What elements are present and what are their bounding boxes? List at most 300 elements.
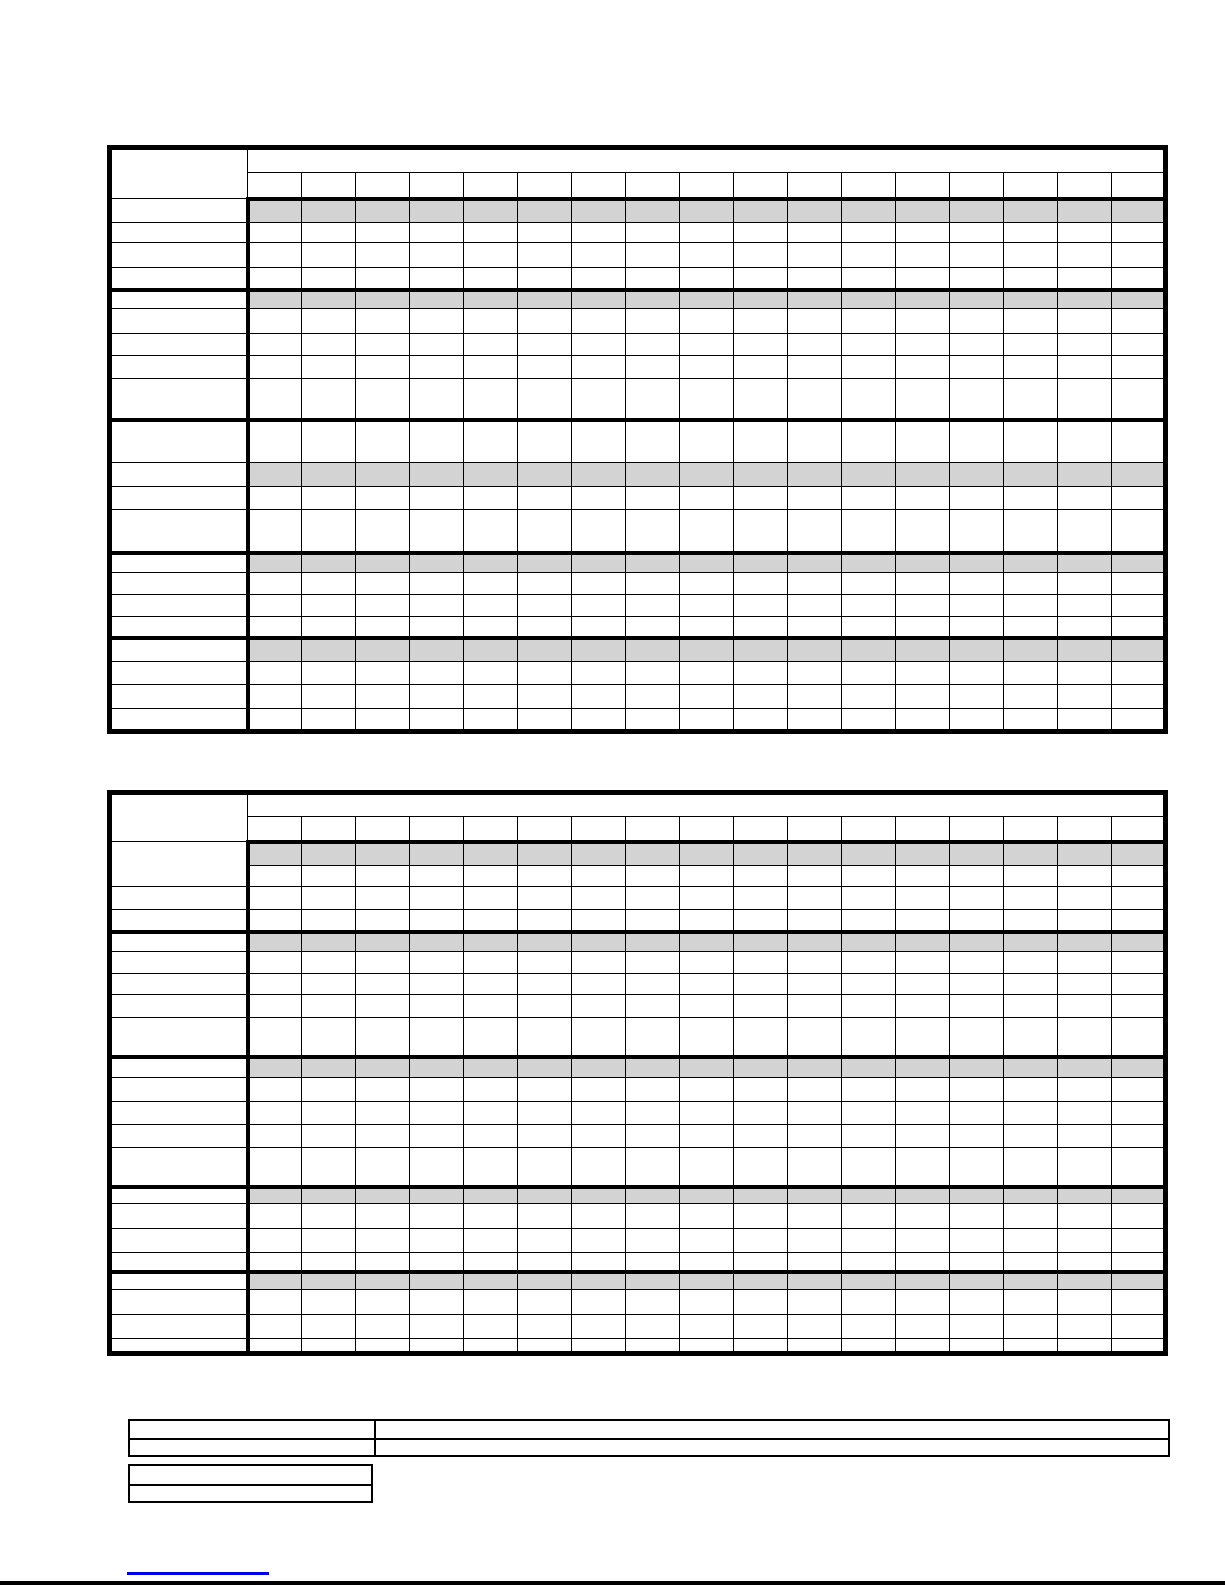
grid-cell	[896, 995, 950, 1018]
grid-cell	[896, 617, 950, 638]
row-header-cell	[110, 243, 248, 268]
grid-cell	[680, 1272, 734, 1290]
grid-cell	[302, 573, 356, 595]
column-header-cell	[842, 817, 896, 842]
grid-cell	[464, 553, 518, 573]
grid-cell	[572, 887, 626, 910]
grid-cell	[1058, 1102, 1112, 1125]
grid-cell	[464, 290, 518, 309]
footer-note-table	[128, 1464, 373, 1503]
row-header-cell	[110, 1229, 248, 1253]
grid-cell	[626, 553, 680, 573]
grid-cell	[680, 199, 734, 223]
grid-cell	[356, 932, 410, 952]
grid-cell	[842, 1078, 896, 1102]
grid-cell	[842, 709, 896, 732]
grid-cell	[734, 356, 788, 379]
grid-cell	[1058, 617, 1112, 638]
row-header-cell	[110, 1204, 248, 1229]
grid-cell	[1112, 510, 1166, 553]
grid-cell	[302, 887, 356, 910]
grid-cell	[1004, 617, 1058, 638]
column-header-cell	[788, 173, 842, 199]
grid-cell	[1004, 1187, 1058, 1204]
grid-cell	[518, 1018, 572, 1057]
grid-cell	[410, 617, 464, 638]
grid-cell	[572, 709, 626, 732]
grid-cell	[464, 685, 518, 709]
grid-cell	[302, 510, 356, 553]
grid-cell	[680, 309, 734, 334]
grid-cell	[626, 290, 680, 309]
grid-cell	[1058, 356, 1112, 379]
grid-cell	[896, 1339, 950, 1354]
grid-cell	[410, 709, 464, 732]
grid-cell	[518, 1125, 572, 1148]
grid-cell	[248, 1187, 302, 1204]
grid-cell	[950, 1187, 1004, 1204]
grid-cell	[896, 932, 950, 952]
grid-cell	[680, 420, 734, 463]
grid-cell	[1112, 420, 1166, 463]
grid-cell	[734, 617, 788, 638]
grid-cell	[1112, 334, 1166, 356]
grid-cell	[302, 268, 356, 290]
grid-cell	[464, 379, 518, 420]
grid-cell	[734, 1125, 788, 1148]
grid-cell	[896, 1272, 950, 1290]
grid-cell	[518, 1272, 572, 1290]
grid-cell	[788, 910, 842, 932]
grid-cell	[1058, 463, 1112, 487]
grid-cell	[248, 223, 302, 243]
row-header-cell	[110, 842, 248, 887]
grid-cell	[572, 685, 626, 709]
column-header-cell	[950, 173, 1004, 199]
grid-cell	[356, 290, 410, 309]
grid-cell	[302, 290, 356, 309]
grid-cell	[788, 617, 842, 638]
grid-cell	[464, 595, 518, 617]
grid-cell	[410, 932, 464, 952]
grid-cell	[950, 952, 1004, 974]
grid-cell	[896, 1315, 950, 1339]
grid-cell	[302, 223, 356, 243]
row-header-cell	[110, 974, 248, 995]
grid-cell	[950, 1253, 1004, 1272]
column-header-cell	[356, 817, 410, 842]
grid-cell	[464, 1204, 518, 1229]
grid-cell	[950, 487, 1004, 510]
grid-cell	[896, 420, 950, 463]
table-cell	[129, 1439, 375, 1456]
grid-cell	[410, 952, 464, 974]
grid-cell	[518, 420, 572, 463]
grid-cell	[950, 887, 1004, 910]
grid-cell	[518, 243, 572, 268]
grid-cell	[356, 553, 410, 573]
grid-cell	[734, 995, 788, 1018]
grid-cell	[626, 334, 680, 356]
grid-cell	[1004, 420, 1058, 463]
grid-cell	[1112, 1272, 1166, 1290]
grid-cell	[788, 1290, 842, 1315]
grid-cell	[896, 356, 950, 379]
grid-cell	[518, 709, 572, 732]
grid-cell	[248, 1078, 302, 1102]
grid-cell	[842, 1057, 896, 1078]
grid-cell	[356, 709, 410, 732]
grid-cell	[518, 1102, 572, 1125]
grid-cell	[518, 487, 572, 510]
column-header-cell	[1112, 817, 1166, 842]
grid-cell	[626, 223, 680, 243]
table-cell	[129, 1420, 375, 1439]
grid-cell	[356, 1290, 410, 1315]
grid-cell	[464, 268, 518, 290]
grid-cell	[1112, 379, 1166, 420]
grid-cell	[410, 1057, 464, 1078]
grid-cell	[1112, 685, 1166, 709]
grid-cell	[1058, 510, 1112, 553]
grid-cell	[410, 1253, 464, 1272]
grid-cell	[734, 1148, 788, 1187]
grid-cell	[248, 1290, 302, 1315]
grid-cell	[1004, 1148, 1058, 1187]
grid-cell	[410, 1102, 464, 1125]
grid-cell	[1112, 309, 1166, 334]
grid-cell	[626, 420, 680, 463]
column-header-cell	[518, 817, 572, 842]
grid-cell	[248, 1315, 302, 1339]
grid-cell	[950, 1018, 1004, 1057]
grid-cell	[1004, 1315, 1058, 1339]
grid-cell	[302, 1339, 356, 1354]
grid-cell	[896, 595, 950, 617]
grid-cell	[842, 1339, 896, 1354]
grid-cell	[896, 952, 950, 974]
grid-cell	[572, 1253, 626, 1272]
column-header-cell	[950, 817, 1004, 842]
grid-cell	[626, 1204, 680, 1229]
grid-cell	[734, 334, 788, 356]
grid-cell	[680, 268, 734, 290]
column-header-cell	[734, 817, 788, 842]
grid-cell	[842, 1102, 896, 1125]
grid-cell	[1112, 553, 1166, 573]
grid-cell	[626, 309, 680, 334]
grid-cell	[1058, 420, 1112, 463]
grid-cell	[572, 334, 626, 356]
grid-cell	[1058, 1204, 1112, 1229]
grid-cell	[572, 573, 626, 595]
grid-cell	[572, 223, 626, 243]
grid-cell	[734, 420, 788, 463]
grid-cell	[1004, 223, 1058, 243]
grid-cell	[1058, 1125, 1112, 1148]
row-header-cell	[110, 1148, 248, 1187]
grid-cell	[680, 510, 734, 553]
grid-cell	[356, 487, 410, 510]
grid-cell	[1058, 995, 1112, 1018]
grid-cell	[1004, 487, 1058, 510]
grid-cell	[626, 1339, 680, 1354]
grid-cell	[950, 1339, 1004, 1354]
grid-cell	[1112, 662, 1166, 685]
grid-cell	[626, 685, 680, 709]
grid-cell	[626, 356, 680, 379]
grid-cell	[356, 1253, 410, 1272]
upper-grid-table	[107, 145, 1168, 734]
grid-cell	[464, 1057, 518, 1078]
grid-cell	[410, 1229, 464, 1253]
header-title-cell	[248, 793, 1166, 817]
table-cell	[129, 1465, 372, 1485]
grid-cell	[302, 379, 356, 420]
grid-cell	[950, 638, 1004, 662]
footer-note-table-region	[128, 1464, 373, 1503]
lower-grid-table-region	[107, 790, 1168, 1356]
grid-cell	[410, 1339, 464, 1354]
grid-cell	[1058, 638, 1112, 662]
column-header-cell	[410, 173, 464, 199]
grid-cell	[734, 1229, 788, 1253]
grid-cell	[788, 268, 842, 290]
grid-cell	[680, 662, 734, 685]
grid-cell	[410, 1187, 464, 1204]
grid-cell	[518, 995, 572, 1018]
grid-cell	[572, 1204, 626, 1229]
grid-cell	[410, 553, 464, 573]
grid-cell	[302, 1187, 356, 1204]
column-header-cell	[572, 173, 626, 199]
grid-cell	[518, 974, 572, 995]
grid-cell	[410, 1125, 464, 1148]
grid-cell	[572, 420, 626, 463]
row-header-cell	[110, 1272, 248, 1290]
grid-cell	[1058, 1290, 1112, 1315]
grid-cell	[1058, 553, 1112, 573]
grid-cell	[464, 1078, 518, 1102]
grid-cell	[734, 709, 788, 732]
header-title-cell	[248, 148, 1166, 173]
grid-cell	[626, 1253, 680, 1272]
grid-cell	[302, 952, 356, 974]
grid-cell	[356, 420, 410, 463]
grid-cell	[896, 974, 950, 995]
row-header-cell	[110, 487, 248, 510]
grid-cell	[464, 199, 518, 223]
row-header-cell	[110, 995, 248, 1018]
grid-cell	[464, 223, 518, 243]
grid-cell	[734, 1339, 788, 1354]
grid-cell	[410, 573, 464, 595]
grid-cell	[248, 685, 302, 709]
grid-cell	[1004, 1229, 1058, 1253]
grid-cell	[626, 487, 680, 510]
grid-cell	[1058, 974, 1112, 995]
grid-cell	[410, 334, 464, 356]
grid-cell	[896, 1229, 950, 1253]
grid-cell	[248, 1229, 302, 1253]
grid-cell	[356, 1272, 410, 1290]
grid-cell	[1058, 243, 1112, 268]
grid-cell	[626, 887, 680, 910]
grid-cell	[464, 356, 518, 379]
grid-cell	[1112, 1102, 1166, 1125]
grid-cell	[1112, 887, 1166, 910]
row-header-cell	[110, 910, 248, 932]
grid-cell	[410, 510, 464, 553]
grid-cell	[842, 952, 896, 974]
grid-cell	[302, 638, 356, 662]
grid-cell	[950, 1102, 1004, 1125]
grid-cell	[1112, 243, 1166, 268]
row-header-cell	[110, 1253, 248, 1272]
grid-cell	[1004, 463, 1058, 487]
grid-cell	[626, 1057, 680, 1078]
grid-cell	[788, 379, 842, 420]
grid-cell	[626, 932, 680, 952]
grid-cell	[1112, 290, 1166, 309]
grid-cell	[788, 1204, 842, 1229]
grid-cell	[734, 510, 788, 553]
grid-cell	[1004, 199, 1058, 223]
grid-cell	[1112, 932, 1166, 952]
row-header-cell	[110, 463, 248, 487]
grid-cell	[1004, 1272, 1058, 1290]
grid-cell	[1004, 952, 1058, 974]
grid-cell	[626, 866, 680, 887]
grid-cell	[1058, 1078, 1112, 1102]
grid-cell	[1058, 1057, 1112, 1078]
grid-cell	[464, 952, 518, 974]
lower-grid-table	[107, 790, 1168, 1356]
grid-cell	[734, 1057, 788, 1078]
grid-cell	[302, 309, 356, 334]
grid-cell	[1112, 866, 1166, 887]
grid-cell	[734, 887, 788, 910]
grid-cell	[896, 1018, 950, 1057]
footer-link[interactable]	[127, 1572, 269, 1575]
grid-cell	[410, 379, 464, 420]
grid-cell	[248, 243, 302, 268]
grid-cell	[302, 685, 356, 709]
grid-cell	[680, 1018, 734, 1057]
grid-cell	[950, 842, 1004, 866]
grid-cell	[1058, 223, 1112, 243]
grid-cell	[356, 1078, 410, 1102]
row-header-cell	[110, 1018, 248, 1057]
grid-cell	[518, 290, 572, 309]
grid-cell	[734, 243, 788, 268]
grid-cell	[1004, 1102, 1058, 1125]
grid-cell	[518, 1339, 572, 1354]
grid-cell	[518, 638, 572, 662]
grid-cell	[356, 510, 410, 553]
grid-cell	[734, 932, 788, 952]
grid-cell	[518, 887, 572, 910]
grid-cell	[464, 638, 518, 662]
grid-cell	[788, 932, 842, 952]
grid-cell	[464, 866, 518, 887]
grid-cell	[410, 866, 464, 887]
grid-cell	[626, 463, 680, 487]
grid-cell	[464, 1290, 518, 1315]
grid-cell	[842, 910, 896, 932]
grid-cell	[680, 638, 734, 662]
column-header-cell	[1112, 173, 1166, 199]
grid-cell	[842, 463, 896, 487]
grid-cell	[356, 685, 410, 709]
grid-cell	[680, 1339, 734, 1354]
grid-cell	[626, 510, 680, 553]
column-header-cell	[788, 817, 842, 842]
grid-cell	[788, 866, 842, 887]
grid-cell	[1058, 573, 1112, 595]
grid-cell	[950, 379, 1004, 420]
grid-cell	[788, 995, 842, 1018]
row-header-cell	[110, 573, 248, 595]
grid-cell	[572, 866, 626, 887]
column-header-cell	[302, 173, 356, 199]
grid-cell	[302, 1290, 356, 1315]
grid-cell	[410, 463, 464, 487]
grid-cell	[734, 1253, 788, 1272]
grid-cell	[356, 199, 410, 223]
grid-cell	[680, 553, 734, 573]
grid-cell	[1112, 1078, 1166, 1102]
grid-cell	[680, 887, 734, 910]
grid-cell	[302, 553, 356, 573]
grid-cell	[302, 866, 356, 887]
grid-cell	[842, 223, 896, 243]
grid-cell	[572, 379, 626, 420]
grid-cell	[518, 1229, 572, 1253]
grid-cell	[626, 199, 680, 223]
grid-cell	[896, 553, 950, 573]
grid-cell	[788, 199, 842, 223]
grid-cell	[572, 974, 626, 995]
grid-cell	[518, 223, 572, 243]
grid-cell	[734, 1290, 788, 1315]
grid-cell	[302, 1229, 356, 1253]
row-header-cell	[110, 1125, 248, 1148]
grid-cell	[410, 995, 464, 1018]
grid-cell	[950, 662, 1004, 685]
grid-cell	[248, 638, 302, 662]
grid-cell	[356, 1125, 410, 1148]
grid-cell	[302, 463, 356, 487]
grid-cell	[302, 420, 356, 463]
row-header-cell	[110, 309, 248, 334]
grid-cell	[896, 510, 950, 553]
grid-cell	[464, 1018, 518, 1057]
row-header-cell	[110, 932, 248, 952]
grid-cell	[734, 553, 788, 573]
footer-info-table-region	[128, 1419, 1168, 1457]
grid-cell	[842, 420, 896, 463]
grid-cell	[842, 573, 896, 595]
grid-cell	[356, 638, 410, 662]
grid-cell	[734, 487, 788, 510]
grid-cell	[248, 866, 302, 887]
grid-cell	[572, 1315, 626, 1339]
grid-cell	[734, 952, 788, 974]
grid-cell	[950, 243, 1004, 268]
grid-cell	[842, 638, 896, 662]
grid-cell	[734, 1204, 788, 1229]
